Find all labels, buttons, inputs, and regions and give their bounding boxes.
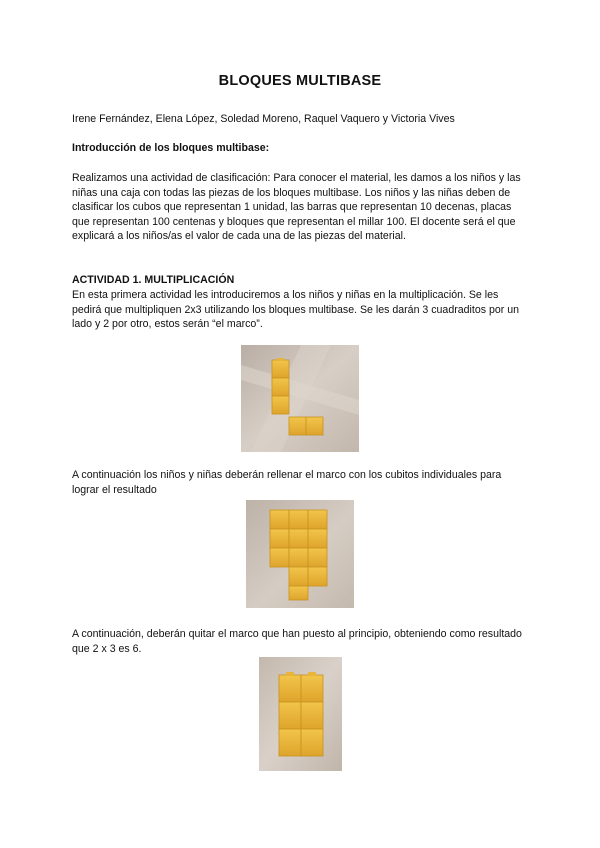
photo-result-blocks-image [259,657,342,771]
photo-frame-blocks-image [241,345,359,452]
continuation-paragraph-2: A continuación, deberán quitar el marco que han puesto al principio, obteniendo como resultado que 2 x 3 es 6. [72,628,522,655]
photo-filled-frame [246,500,354,608]
document-title: BLOQUES MULTIBASE [218,73,382,89]
activity1-paragraph: En esta primera actividad les introduciremos a los niños y niñas en la multiplicación. Se les pedirá que multipliquen 2x3 utilizando los bloques multibase. Se les darán 3 cuadraditos por un lado y 2 por otro, estos serán “el marco”. [72,289,519,331]
intro-heading: Introducción de los bloques multibase: [72,142,270,154]
photo-filled-frame-image [246,500,354,608]
photo-frame-blocks [241,345,359,452]
photo-result-blocks [259,657,342,771]
continuation-paragraph-1: A continuación los niños y niñas deberán rellenar el marco con los cubitos individuales para lograr el resultado [72,469,502,496]
intro-paragraph: Realizamos una actividad de clasificación: Para conocer el material, les damos a los niños y las niñas una caja con todas las piezas de los bloques multibase. Los niños y las niñas deben de clasificar los cubos que representan 1 unidad, las barras que representan 10 decenas, placas que representan 100 centenas y bloques que representan el millar 100. El docente será el que explicará a los niños/as el valor de cada una de las piezas del material. [72,172,521,243]
activity1-heading: ACTIVIDAD 1. MULTIPLICACIÓN [72,274,235,286]
authors-line: Irene Fernández, Elena López, Soledad Moreno, Raquel Vaquero y Victoria Vives [72,113,455,125]
